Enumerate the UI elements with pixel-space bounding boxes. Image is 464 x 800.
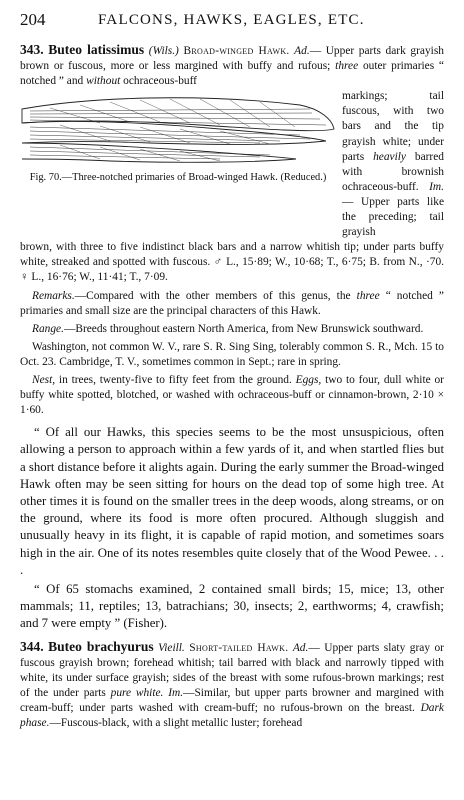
- remarks-label: Remarks.: [32, 289, 75, 302]
- eggs-text: two to four, dull white or buffy white spotted, blotched, or washed with ochraceous-buff or cinnamon-brown, 2·10 × 1·60.: [20, 373, 444, 417]
- side-b: barred with brownish ochraceous-buff.: [342, 150, 444, 193]
- immature-label: Im.: [429, 180, 444, 193]
- remarks-b: “ notched ” primaries and small size are the principal characters of this Hawk.: [20, 289, 444, 317]
- figure-70: [20, 89, 342, 240]
- wing-illustration: [20, 89, 338, 169]
- page-number: 204: [20, 10, 46, 29]
- description-c: —Fuscous-black, with a slight metallic luster; forehead: [49, 717, 303, 730]
- pure-white-label: pure white.: [110, 686, 164, 699]
- figure-caption: Fig. 70.—Three-notched primaries of Broad-winged Hawk. (Reduced.): [29, 172, 327, 184]
- author: Vieill.: [158, 641, 185, 654]
- description-c: ochraceous-buff: [123, 75, 197, 88]
- running-title: FALCONS, HAWKS, EAGLES, ETC.: [98, 12, 365, 28]
- heavily-label: heavily: [373, 150, 406, 163]
- entry-344: [20, 639, 444, 732]
- entry-number: 343.: [20, 42, 44, 57]
- without-label: without: [86, 75, 121, 88]
- remarks: [20, 289, 444, 319]
- localities: Washington, not common W. V., rare S. R. Sing Sing, tolerably common S. R., Mch. 15 to Oct. 23. Cambridge, T. V., sometimes common in Sept.; rare in spring.: [20, 340, 444, 368]
- nest-eggs: [20, 373, 444, 418]
- entry-number: 344.: [20, 638, 44, 654]
- scientific-name: Buteo brachyurus: [48, 638, 154, 654]
- book-page: [20, 10, 444, 731]
- common-name: Broad-winged Hawk.: [183, 45, 290, 57]
- common-name: Short-tailed Hawk.: [189, 641, 289, 654]
- side-a: markings; tail fuscous, with two bars and the tip grayish white; under parts: [342, 90, 444, 163]
- description-a: — Upper parts slaty gray or fuscous grayish brown; forehead whitish; tail barred with black and narrowly tipped with white, its under surface grayish; sides of the breast with some rufous-brown markings; rest of the under parts: [20, 641, 444, 699]
- range-label: Range.: [32, 322, 64, 335]
- remarks-three: three: [356, 289, 380, 302]
- scientific-name: Buteo latissimus: [48, 42, 145, 57]
- description-b: —Similar, but upper parts browner and margined with cream-buff; under parts washed with cream-buff; no rufous-brown on the breast.: [20, 686, 444, 715]
- eggs-label: Eggs,: [295, 373, 322, 386]
- immature-label: Im.: [168, 686, 184, 699]
- figure-block: [20, 89, 444, 240]
- description-d: brown, with three to five indistinct black bars and a narrow whitish tip; under parts buffy white, streaked and spotted with fuscous. ♂ L., 15·89; W., 10·68; T., 6·75; B. from N., ·70. ♀ L., 16·76; W., 11·41; T., 7·09.: [20, 241, 444, 284]
- page-header: [20, 10, 444, 32]
- adult-label: Ad.: [294, 45, 310, 57]
- adult-label: Ad.: [292, 641, 309, 654]
- quote-stomachs: “ Of 65 stomachs examined, 2 contained small birds; 15, mice; 13, other mammals; 11, reptiles; 13, batrachians; 30, insects; 2, earthworms; 4, crawfish; and 7 were empty ” (Fisher).: [20, 582, 444, 631]
- nest-text: in trees, twenty-five to fifty feet from the ground.: [58, 373, 292, 386]
- side-c: — Upper parts like the preceding; tail grayish: [342, 195, 444, 239]
- description-b: outer primaries “ notched ” and: [20, 60, 444, 88]
- quote-habits: “ Of all our Hawks, this species seems to be the most unsuspicious, often allowing a person to approach within a few yards of it, and when startled flies but a short distance before it alights again. During the early summer the Broad-winged Hawk often may be seen sitting for hours on the dead top of some high tree. At other times it is found on the smaller trees in the deep woods, along streams, or on the ground, where its food is more often procured. Although sluggish and unusually heavy in its flight, it is capable of rapid motion, and sometimes soars high in the air. One of its notes resembles quite closely that of the Wood Pewee. . . .: [20, 425, 444, 577]
- side-text: [342, 89, 444, 240]
- dark-phase-label: Dark phase.: [20, 702, 444, 730]
- remarks-a: —Compared with the other members of this genus, the: [74, 289, 351, 302]
- description-a: — Upper parts dark grayish brown or fuscous, more or less margined with buffy and rufous;: [20, 45, 444, 73]
- author: (Wils.): [148, 45, 179, 57]
- range: [20, 322, 444, 337]
- three-label: three: [335, 60, 359, 73]
- range-text: —Breeds throughout eastern North America, from New Brunswick southward.: [63, 322, 424, 335]
- entry-343: [20, 42, 444, 89]
- nest-label: Nest,: [32, 373, 56, 386]
